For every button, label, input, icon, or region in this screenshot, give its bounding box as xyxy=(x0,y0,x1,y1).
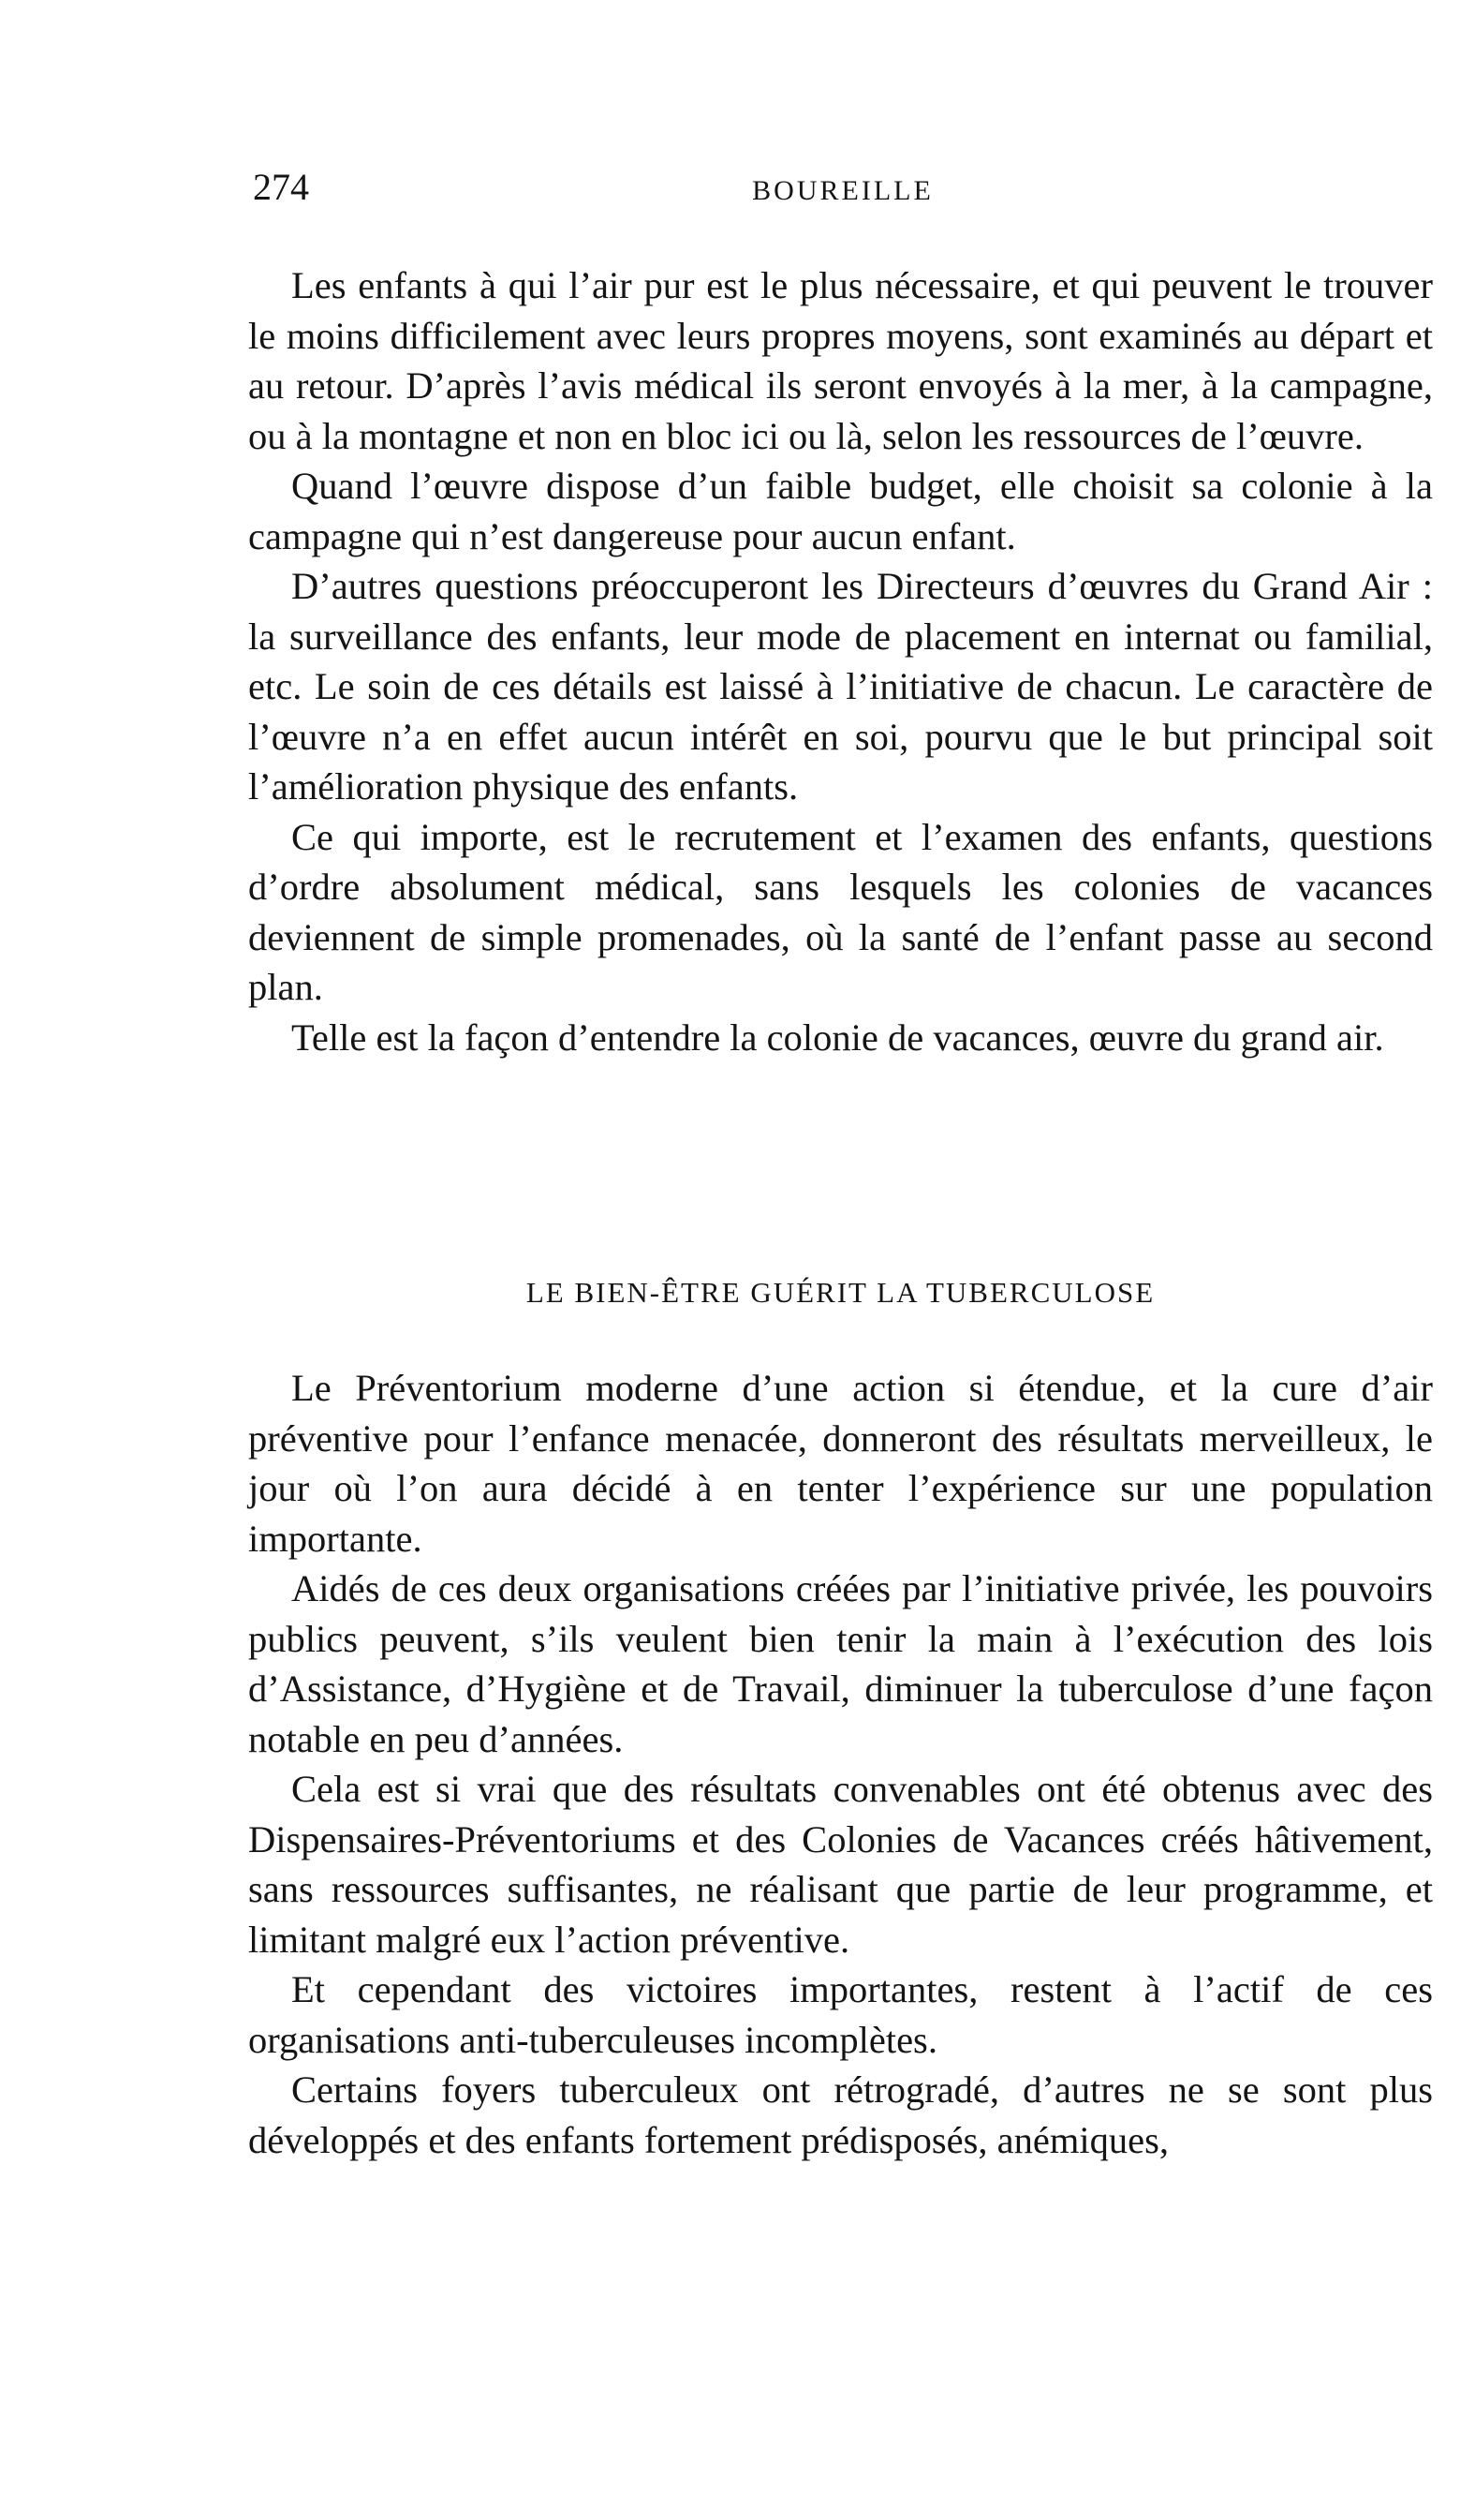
paragraph: Ce qui importe, est le recrutement et l’examen des enfants, questions d’ordre absolument médical, sans lesquels les colonies de vacances deviennent de simple promenades, où la santé de l’enfant passe au second plan. xyxy=(248,815,1433,1008)
paragraph: Les enfants à qui l’air pur est le plus nécessaire, et qui peuvent le trouver le moins difficilement avec leurs propres moyens, sont examinés au départ et au retour. D’après l’avis médical ils seront envoyés à la mer, à la campagne, ou à la montagne et non en bloc ici ou là, selon les ressources de l’œuvre. xyxy=(248,264,1433,457)
paragraph: Le Préventorium moderne d’une action si étendue, et la cure d’air préventive pour l’enfance menacée, donneront des résultats merveilleux, le jour où l’on aura décidé à en tenter l’expérience sur une population importante. xyxy=(248,1367,1433,1560)
section-heading: LE BIEN-ÊTRE GUÉRIT LA TUBERCULOSE xyxy=(525,1276,1156,1309)
paragraph: Quand l’œuvre dispose d’un faible budget, elle choisit sa colonie à la campagne qui n’est dangereuse pour aucun enfant. xyxy=(248,465,1433,557)
paragraph: Certains foyers tuberculeux ont rétrogradé, d’autres ne se sont plus développés et des enfants fortement prédisposés, anémiques, xyxy=(248,2068,1433,2161)
paragraph: Et cependant des victoires importantes, restent à l’actif de ces organisations anti-tuberculeuses incomplètes. xyxy=(248,1968,1433,2061)
running-head: BOUREILLE xyxy=(752,175,934,206)
paragraph: Cela est si vrai que des résultats convenables ont été obtenus avec des Dispensaires-Préventoriums et des Colonies de Vacances créés hâtivement, sans ressources suffisantes, ne réalisant que partie de leur programme, et limitant malgré eux l’action préventive. xyxy=(248,1768,1433,1961)
paragraph: Telle est la façon d’entendre la colonie de vacances, œuvre du grand air. xyxy=(291,1015,1384,1059)
page-header xyxy=(253,159,1433,215)
section-2-body xyxy=(248,1363,1433,2165)
section-1-body xyxy=(248,260,1433,1062)
paragraph: D’autres questions préoccuperont les Directeurs d’œuvres du Grand Air : la surveillance des enfants, leur mode de placement en internat ou familial, etc. Le soin de ces détails est laissé à l’initiative de chacun. Le caractère de l’œuvre n’a en effet aucun intérêt en soi, pourvu que le but principal soit l’amélioration physique des enfants. xyxy=(248,565,1433,808)
page-number: 274 xyxy=(253,166,309,208)
paragraph: Aidés de ces deux organisations créées par l’initiative privée, les pouvoirs publics peuvent, s’ils veulent bien tenir la main à l’exécution des lois d’Assistance, d’Hygiène et de Travail, diminuer la tuberculose d’une façon notable en peu d’années. xyxy=(248,1567,1433,1760)
